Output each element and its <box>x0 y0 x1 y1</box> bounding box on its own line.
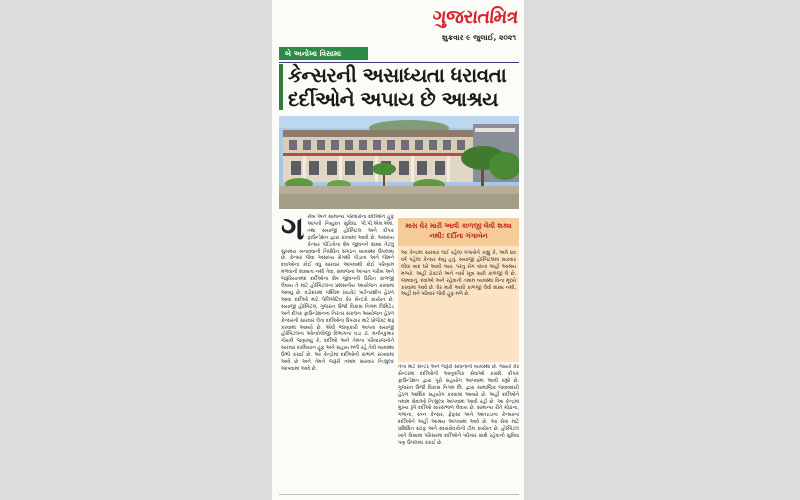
sidebar-box-body: આ કેન્દ્રમાં સારવાર લઈ રહેલા ગંગાબેને કહ્યું કે, અમે ૪૦ વર્ષ પહેલા કેન્સર થયું હતું. સયાજી હોસ્પિટલમાં સારવાર લીધા બાદ ઘરે આવી ગયા. પરંતુ રોગ વધતાં અહીં આશ્રય મળ્યો. અહીં ડોક્ટરો અને નર્સો ખૂબ સારી કાળજી લે છે. જમવાનું, દવાઓ અને રહેવાની તમામ વ્યવસ્થા વિના મૂલ્યે કરવામાં આવે છે. ઘેર મારી આવી કાળજી લેવી શક્ય નથી, અહીં મને પરિવાર જેવી હૂંફ મળે છે. <box>401 250 516 298</box>
headline-accent-bar <box>279 64 283 110</box>
article-body-left-text: રીબ અને સામાન્ય પરિવારોના દર્દીઓને હૂંફ આપતી નિયુક્ત સુવિધા. પી.પી.એમ.એલ. તથા સયાજી હોસ્પિટલ અને દીપક ફાઉન્ડેશન દ્વારા કરવામાં આવી છે. અસાધ્ય કેન્સર પીડિતોના શેષ જીવનને શક્ય તેટલું સુખમય બનાવવાની નિર્ધારિત સંગઠન વ્યવસ્થા ઉપલબ્ધ છે. કેન્સર જેવા અસાધ્ય રોગથી પીડાતા અને જેમને દવાઓના કોઈ વધુ સારવાર આપવાથી કોઈ પરિણામ મળવાની શક્યતા નથી તેવા, સમાજના અત્યંત ગરીબ અને જરૂરિયાતમંદ દર્દીઓના શેષ જીવનની ઉચિત કાળજી લેવાય તે માટે હોસ્પિટલના પ્રશંસનીય આયોજન કરવામાં આવ્યું છે. વડોદરામાં પશ્ચિમ પ્રાઇવેટ પાર્ટનરશીપ હેઠળ આવા દર્દીઓ માટે પેલિએટિવ કેર સેન્ટરો કાર્યરત છે. સયાજી હોસ્પિટલ, ગુજરાત ઉર્જા વિકાસ નિગમ લિમિટેડ અને દીપક ફાઉન્ડેશનના નિરંતર સંકલન આયોજન હેઠળ કેન્સરની સારવાર લેતા દર્દીઓના ઉપચાર માટે પ્રોજેક્ટ શરૂ કરવામાં આવ્યો છે. એવી જાણકારી આપતા સયાજી હોસ્પિટલના ઓન્કોલોજી વિભાગના વડા ડૉ. મનીષકુમાર ગોયલે જણાવ્યું કે, દર્દીઓ અને તેમના પરિવારજનોને સારવાર દરમિયાન હૂંફ અને સહાય મળી રહે તેવી વ્યવસ્થા ઉભી કરાઈ છે. આ કેન્દ્રોમાં દર્દીઓની સંભાળ રાખવામાં આવે છે અને તેમને જરૂરી તમામ સારવાર નિઃશુલ્ક આપવામાં આવે છે. <box>281 214 394 372</box>
hospital-building-photo <box>279 116 519 209</box>
headline-line-1: કેન્સરની અસાધ્યતા ધરાવતા <box>288 63 507 87</box>
headline-line-2: દર્દીઓને અપાય છે આશ્રય <box>288 87 498 111</box>
masthead-logo: ગુજરાતમિત્ર <box>431 6 520 28</box>
bottom-rule <box>279 494 519 495</box>
sidebar-box-heading: માસ ઘેર મારી આવી કાળજી લેવી શક્ય નથી: દર્દીના ગંગાબેન <box>398 218 519 246</box>
drop-cap: ગ <box>281 214 305 247</box>
dateline: શુક્રવાર ૯ જુલાઈ, ૨૦૨૧ <box>442 33 516 42</box>
headline <box>288 63 520 113</box>
article-body-right: તેના માટે સેન્ટર અને જરૂરી સાધનોની વ્યવસ્થા છે. જ્યારે કેર સેન્ટરમાં દર્દીઓની આનુષંગિક સેવાઓ કરાશે. દીપક ફાઉન્ડેશન દ્વારા પૂરો સહયોગ આપવામાં આવી રહ્યો છે. ગુજરાત ઉર્જા વિકાસ નિગમ લિ. દ્વારા સામાજિક જવાબદારી હેઠળ આર્થિક સહયોગ કરવામાં આવ્યો છે. અહીં દર્દીઓને તમામ સેવાઓ નિઃશુલ્ક આપવામાં આવી રહી છે. આ કેન્દ્રમાં મુખ્ય રૂપે દર્દીઓ સારસંભાળ લેવાય છે. સામાન્ય રીતે મોઢાના, ગળાના, સ્તન કેન્સર, ફેફસાં અને આંતરડાના કેન્સરના દર્દીઓને અહીં આશ્રય આપવામાં આવે છે. આ સેવા માટે પ્રશિક્ષિત સ્ટાફ અને સ્વયંસેવકોની ટીમ કાર્યરત છે. હોસ્પિટલ ખાતે વિસામા પરિસરમાં દર્દીઓને પરિવાર સાથે રહેવાની સુવિધા પણ ઉપલબ્ધ કરાઈ છે. <box>398 364 519 446</box>
section-tag: બે અનોખા વિસામા <box>279 47 368 60</box>
article-body-left <box>281 214 394 492</box>
